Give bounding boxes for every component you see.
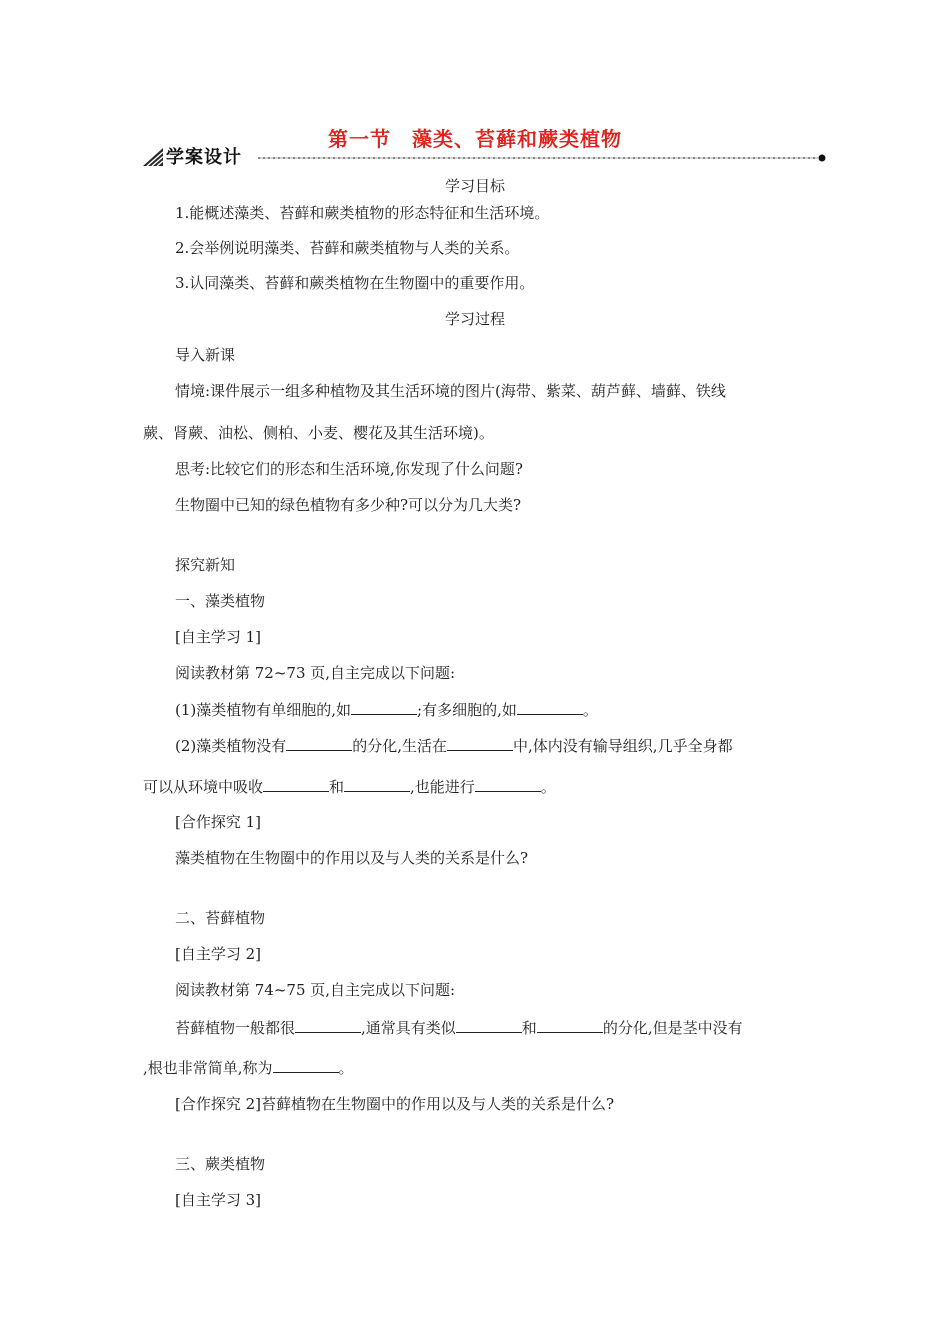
banner-label: 学案设计 <box>166 147 242 168</box>
text-fragment: 苔藓植物一般都很 <box>175 1019 296 1037</box>
triangle-stripes-icon <box>143 148 163 166</box>
text-fragment: 的分化,生活在 <box>352 737 448 755</box>
algae-self-study: [自主学习 1] <box>175 628 262 646</box>
text-fragment: 。 <box>582 701 598 719</box>
text-fragment: 。 <box>540 778 556 796</box>
intro-heading: 导入新课 <box>175 346 236 364</box>
algae-read-text: 阅读教材第 72~73 页,自主完成以下问题: <box>175 664 456 682</box>
situation-text: 情境:课件展示一组多种植物及其生活环境的图片(海带、紫菜、葫芦藓、墙藓、铁线 <box>175 382 726 400</box>
text-fragment: 可以从环境中吸收 <box>143 778 264 796</box>
fern-heading: 三、蕨类植物 <box>175 1155 266 1173</box>
fill-blank[interactable] <box>447 735 513 751</box>
fill-blank[interactable] <box>475 776 541 792</box>
text-fragment: 和 <box>521 1019 537 1037</box>
fill-blank[interactable] <box>537 1017 603 1033</box>
fill-blank[interactable] <box>273 1057 339 1073</box>
algae-question-1 <box>175 699 598 720</box>
section-banner <box>143 146 828 170</box>
algae-heading: 一、藻类植物 <box>175 592 266 610</box>
process-heading: 学习过程 <box>444 310 505 328</box>
moss-self-study: [自主学习 2] <box>175 945 262 963</box>
text-fragment: (1)藻类植物有单细胞的,如 <box>175 701 352 719</box>
text-fragment: ,根也非常简单,称为 <box>143 1059 273 1077</box>
situation-text-cont: 蕨、肾蕨、油松、侧柏、小麦、樱花及其生活环境)。 <box>143 424 494 442</box>
fill-blank[interactable] <box>456 1017 522 1033</box>
question-text: 生物圈中已知的绿色植物有多少种?可以分为几大类? <box>175 496 522 514</box>
fill-blank[interactable] <box>517 699 583 715</box>
think-text: 思考:比较它们的形态和生活环境,你发现了什么问题? <box>175 460 523 478</box>
moss-read-text: 阅读教材第 74~75 页,自主完成以下问题: <box>175 981 456 999</box>
algae-question-2 <box>175 735 733 756</box>
moss-question-cont <box>143 1057 354 1078</box>
text-fragment: 。 <box>338 1059 354 1077</box>
objective-item: 2.会举例说明藻类、苔藓和蕨类植物与人类的关系。 <box>175 239 520 257</box>
objective-item: 1.能概述藻类、苔藓和蕨类植物的形态特征和生活环境。 <box>175 204 550 222</box>
moss-heading: 二、苔藓植物 <box>175 909 266 927</box>
text-fragment: (2)藻类植物没有 <box>175 737 287 755</box>
text-fragment: ,也能进行 <box>410 778 475 796</box>
text-fragment: 中,体内没有输导组织,几乎全身都 <box>513 737 733 755</box>
page-title: 第一节 藻类、苔藓和蕨类植物 <box>328 127 622 151</box>
fill-blank[interactable] <box>286 735 352 751</box>
explore-heading: 探究新知 <box>175 556 236 574</box>
text-fragment: ;有多细胞的,如 <box>417 701 517 719</box>
fill-blank[interactable] <box>351 699 417 715</box>
fern-self-study: [自主学习 3] <box>175 1191 262 1209</box>
fill-blank[interactable] <box>344 776 410 792</box>
algae-coop: [合作探究 1] <box>175 813 262 831</box>
moss-question <box>175 1017 743 1038</box>
text-fragment: ,通常具有类似 <box>361 1019 456 1037</box>
fill-blank[interactable] <box>263 776 329 792</box>
objectives-heading: 学习目标 <box>444 177 505 195</box>
text-fragment: 的分化,但是茎中没有 <box>602 1019 743 1037</box>
moss-coop: [合作探究 2]苔藓植物在生物圈中的作用以及与人类的关系是什么? <box>175 1095 615 1113</box>
objective-item: 3.认同藻类、苔藓和蕨类植物在生物圈中的重要作用。 <box>175 274 535 292</box>
fill-blank[interactable] <box>295 1017 361 1033</box>
algae-question-2-cont <box>143 776 556 797</box>
text-fragment: 和 <box>329 778 345 796</box>
dotted-rule <box>258 152 828 164</box>
algae-coop-question: 藻类植物在生物圈中的作用以及与人类的关系是什么? <box>175 849 529 867</box>
